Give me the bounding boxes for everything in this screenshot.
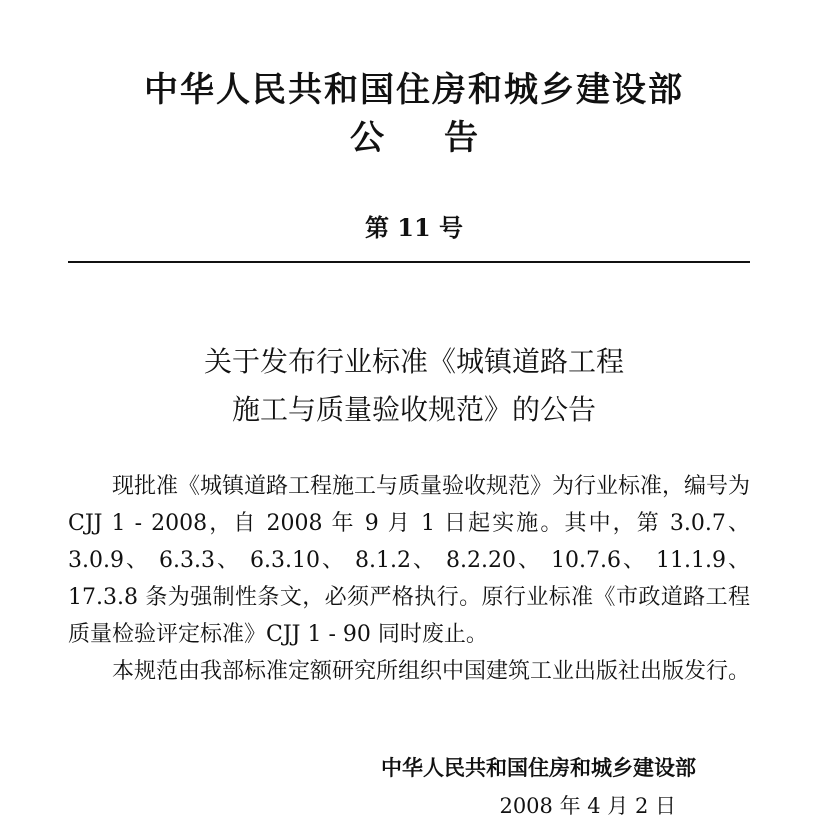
notice-subject	[0, 338, 828, 434]
issuer-signature: 中华人民共和国住房和城乡建设部	[381, 755, 696, 780]
body-paragraph-2: 本规范由我部标准定额研究所组织中国建筑工业出版社出版发行。	[112, 659, 751, 684]
divider-rule	[68, 261, 750, 263]
notice-number: 第 11 号	[364, 213, 464, 242]
notice-heading: 公告	[350, 118, 538, 158]
notice-body	[68, 468, 750, 690]
ministry-heading: 中华人民共和国住房和城乡建设部	[144, 70, 684, 110]
issue-date: 2008 年 4 月 2 日	[499, 794, 676, 818]
subject-line-2: 施工与质量验收规范》的公告	[231, 393, 596, 426]
subject-line-1: 关于发布行业标准《城镇道路工程	[203, 345, 624, 378]
body-paragraph-1: 现批准《城镇道路工程施工与质量验收规范》为行业标准，编号为 CJJ 1 - 2008，自 2008 年 9 月 1 日起实施。其中，第 3.0.7、 3.0.9、 6.3.3、 6.3.10、 8.1.2、 8.2.20、 10.7.6、 11.1.9、17.3.8 条为强制性条文，必须严格执行。原行业标准《市政道路工程质量检验评定标准》CJJ 1 - 90 同时废止。	[68, 474, 751, 647]
